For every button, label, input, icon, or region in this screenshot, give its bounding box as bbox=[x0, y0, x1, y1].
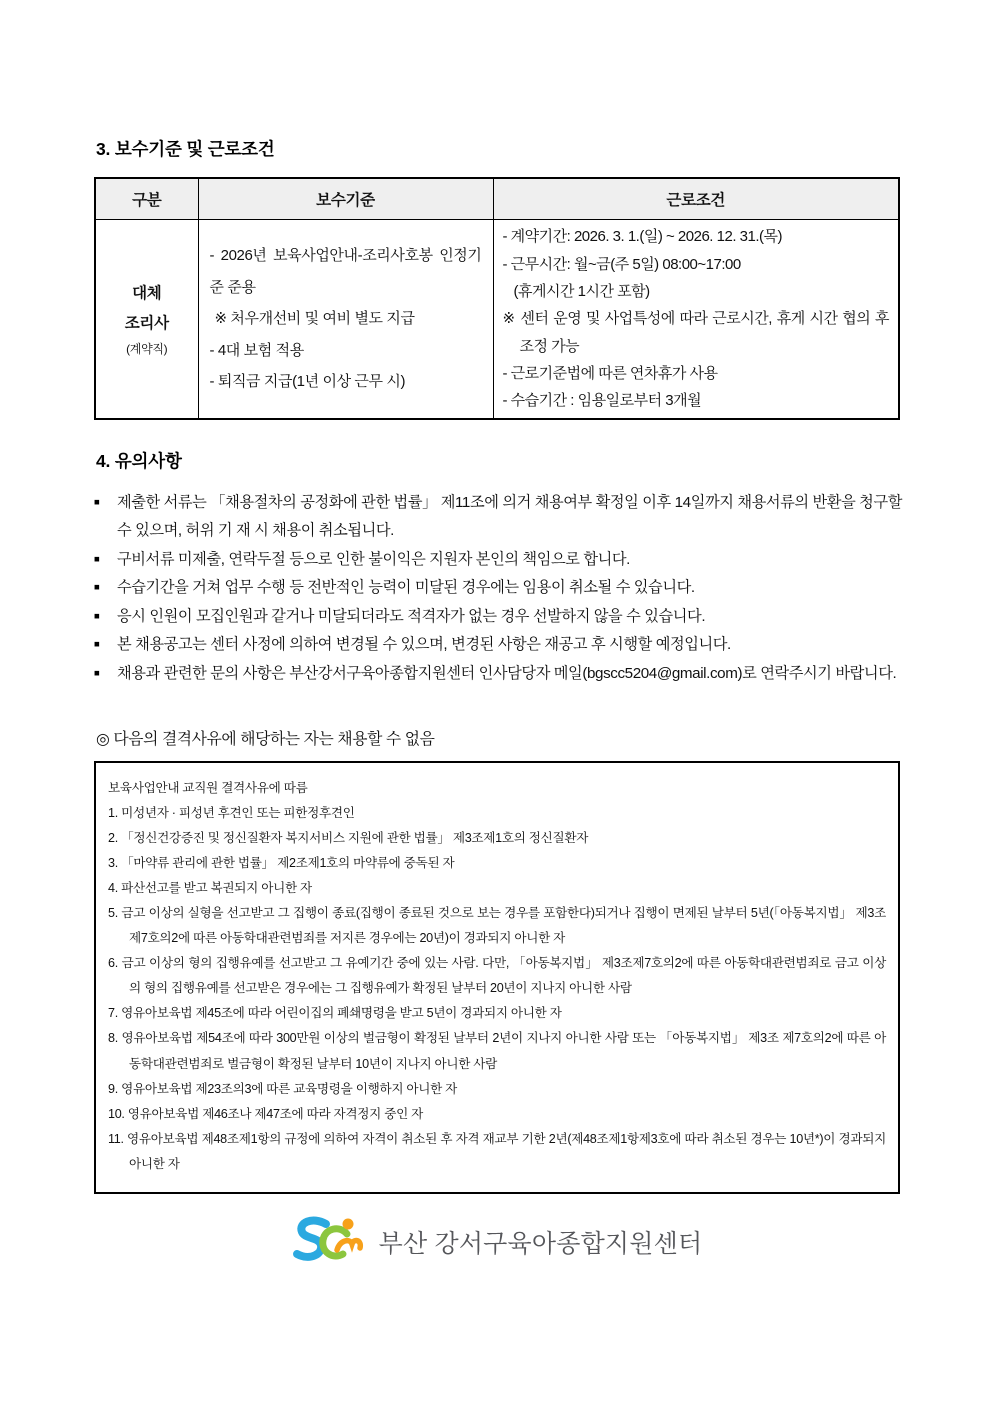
disqualification-item: 3. 「마약류 관리에 관한 법률」 제2조제1호의 마약류에 중독된 자 bbox=[108, 856, 455, 871]
section-disqualification bbox=[94, 726, 900, 1194]
note-text: 응시 인원이 모집인원과 같거나 미달되더라도 적격자가 없는 경우 선발하지 않을 수 있습니다. bbox=[117, 607, 706, 625]
note-text: 본 채용공고는 센터 사정에 의하여 변경될 수 있으며, 변경된 사항은 재공고 후 시행할 예정입니다. bbox=[117, 636, 731, 654]
note-text: 구비서류 미제출, 연락두절 등으로 인한 불이익은 지원자 본인의 책임으로 합니다. bbox=[117, 550, 630, 568]
section-pay-title: 3. 보수기준 및 근로조건 bbox=[96, 139, 275, 159]
list-item bbox=[94, 631, 902, 659]
disqualification-item: 5. 금고 이상의 실형을 선고받고 그 집행이 종료(집행이 종료된 것으로 보는 경우를 포함한다)되거나 집행이 면제된 날부터 5년(「아동복지법」 제3조제7호의2에 따른 아동학대관련범죄를 저지른 경우에는 20년)이 경과되지 아니한 자 bbox=[108, 906, 886, 946]
condition-line: (휴게시간 1시간 포함) bbox=[513, 283, 650, 301]
disqualification-heading: ◎ 다음의 결격사유에 해당하는 자는 채용할 수 없음 bbox=[96, 731, 435, 748]
bullet-square-icon: ■ bbox=[94, 639, 100, 651]
disqualification-item: 10. 영유아보육법 제46조나 제47조에 따라 자격정지 중인 자 bbox=[108, 1106, 423, 1121]
col-header-pay: 보수기준 bbox=[198, 178, 493, 220]
condition-line: - 근무시간: 월~금(주 5일) 08:00~17:00 bbox=[502, 255, 741, 273]
section-notes-title: 4. 유의사항 bbox=[96, 451, 182, 471]
note-text contact-email-text: 채용과 관련한 문의 사항은 부산강서구육아종합지원센터 인사담당자 메일(bgscc5204@gmail.com)로 연락주시기 바랍니다. bbox=[117, 664, 897, 682]
disqualification-item: 7. 영유아보육법 제45조에 따라 어린이집의 폐쇄명령을 받고 5년이 경과되지 아니한 자 bbox=[108, 1006, 562, 1021]
disqualification-item: 2. 「정신건강증진 및 정신질환자 복지서비스 지원에 관한 법률」 제3조제1호의 정신질환자 bbox=[108, 831, 589, 846]
list-item bbox=[94, 546, 902, 574]
bullet-square-icon: ■ bbox=[94, 582, 100, 594]
bullet-square-icon: ■ bbox=[94, 610, 100, 622]
pay-line: ※ 처우개선비 및 여비 별도 지급 bbox=[214, 310, 415, 328]
category-contract-type: (계약직) bbox=[126, 341, 168, 356]
list-item bbox=[94, 660, 902, 688]
bullet-square-icon: ■ bbox=[94, 553, 100, 565]
list-item bbox=[94, 574, 902, 602]
disqualification-item: 6. 금고 이상의 형의 집행유예를 선고받고 그 유예기간 중에 있는 사람. 다만, 「아동복지법」 제3조제7호의2에 따른 아동학대관련범죄로 금고 이상의 형의 집행유예를 선고받은 경우에는 그 집행유예가 확정된 날부터 20년이 지나지 아니한 사람 bbox=[108, 956, 886, 996]
table-header-row bbox=[95, 178, 899, 220]
section-notes bbox=[94, 448, 902, 688]
notes-list bbox=[94, 489, 902, 688]
bullet-square-icon: ■ bbox=[94, 497, 100, 508]
bullet-square-icon: ■ bbox=[94, 667, 100, 679]
org-logo bbox=[0, 1214, 992, 1270]
disqualification-item: 1. 미성년자 · 피성년 후견인 또는 피한정후견인 bbox=[108, 806, 355, 821]
pay-conditions-table bbox=[94, 177, 900, 420]
table-row bbox=[95, 220, 899, 420]
disqualification-item: 9. 영유아보육법 제23조의3에 따른 교육명령을 이행하지 아니한 자 bbox=[108, 1081, 458, 1096]
disqualification-box bbox=[94, 761, 900, 1194]
condition-line: - 수습기간 : 임용일로부터 3개월 bbox=[502, 392, 702, 410]
disqualification-item: 4. 파산선고를 받고 복권되지 아니한 자 bbox=[108, 881, 312, 896]
pay-line: - 4대 보험 적용 bbox=[209, 341, 304, 359]
disqualification-item: 8. 영유아보육법 제54조에 따라 300만원 이상의 벌금형이 확정된 날부터 2년이 지나지 아니한 사람 또는 「아동복지법」 제3조 제7호의2에 따른 아동학대관련범죄로 벌금형이 확정된 날부터 10년이 지나지 아니한 사람 bbox=[108, 1031, 886, 1071]
condition-line: - 계약기간: 2026. 3. 1.(일) ~ 2026. 12. 31.(목) bbox=[502, 228, 782, 246]
note-text: 제출한 서류는 「채용절차의 공정화에 관한 법률」 제11조에 의거 채용여부 확정일 이후 14일까지 채용서류의 반환을 청구할 수 있으며, 허위 기 재 시 채용이 취소됩니다. bbox=[117, 494, 902, 540]
category-name-line2: 조리사 bbox=[124, 315, 169, 333]
disqualification-item: 11. 영유아보육법 제48조제1항의 규정에 의하여 자격이 취소된 후 자격 재교부 기한 2년(제48조제1항제3호에 따라 취소된 경우는 10년*)이 경과되지 아니한 자 bbox=[108, 1131, 886, 1171]
disqualification-intro: 보육사업안내 교직원 결격사유에 따름 bbox=[108, 781, 308, 795]
list-item bbox=[94, 603, 902, 631]
list-item bbox=[94, 489, 902, 546]
work-conditions-cell bbox=[493, 220, 899, 420]
note-text: 수습기간을 거쳐 업무 수행 등 전반적인 능력이 미달된 경우에는 임용이 취소될 수 있습니다. bbox=[117, 579, 695, 597]
org-logo-mark-icon bbox=[290, 1214, 366, 1270]
condition-line: - 근로기준법에 따른 연차휴가 사용 bbox=[502, 364, 718, 382]
category-cell bbox=[95, 220, 198, 420]
org-name-text: 부산 강서구육아종합지원센터 bbox=[378, 1230, 703, 1258]
col-header-category: 구분 bbox=[95, 178, 198, 220]
pay-line: - 퇴직금 지급(1년 이상 근무 시) bbox=[209, 373, 406, 391]
pay-standard-cell bbox=[198, 220, 493, 420]
category-name-line1: 대체 bbox=[132, 285, 162, 303]
pay-line: - 2026년 보육사업안내-조리사호봉 인정기준 준용 bbox=[209, 247, 482, 296]
col-header-conditions: 근로조건 bbox=[493, 178, 899, 220]
section-pay bbox=[94, 136, 900, 420]
condition-line: ※ 센터 운영 및 사업특성에 따라 근로시간, 휴게 시간 협의 후 조정 가능 bbox=[502, 310, 889, 355]
